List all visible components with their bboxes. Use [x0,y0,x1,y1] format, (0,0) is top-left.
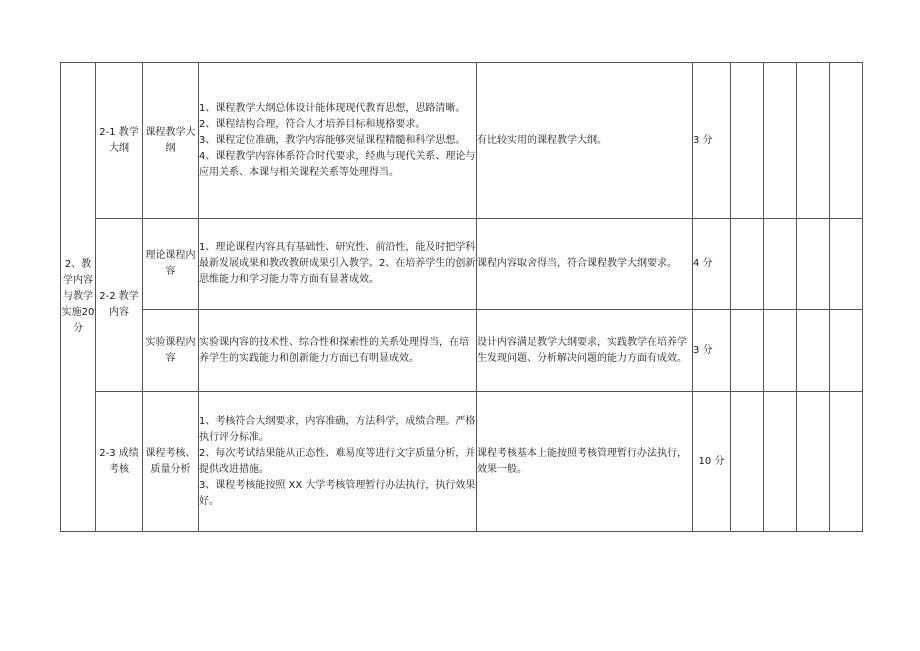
standard-line: 1、课程教学大纲总体设计能体现现代教育思想，思路清晰。 [199,102,466,114]
table-row [61,219,863,310]
standard-cell [199,392,477,532]
table-row [61,63,863,219]
standard-cell [199,219,477,310]
empty-cell [764,310,797,392]
empty-cell [830,63,863,219]
standard-line: 3、课程考核能按照 XX 大学考核管理暂行办法执行，执行效果好。 [199,479,476,507]
empty-cell [830,392,863,532]
standard-line: 2、课程结构合理，符合人才培养目标和规格要求。 [199,118,426,130]
empty-cell [797,392,830,532]
empty-cell [764,392,797,532]
grade-description-cell: 设计内容满足教学大纲要求，实践教学在培养学生发现问题、分析解决问题的能力方面有成效。 [477,310,693,392]
item-cell: 实验课程内容 [143,310,199,392]
sub-category-cell: 2-1 教学大纲 [96,63,143,219]
empty-cell [764,63,797,219]
grade-description-cell: 课程内容取舍得当，符合课程教学大纲要求。 [477,219,693,310]
item-cell: 课程考核、质量分析 [143,392,199,532]
item-cell: 课程教学大纲 [143,63,199,219]
sub-category-cell: 2-2 教学内容 [96,219,143,392]
score-cell: 3 分 [693,310,731,392]
table-row [61,310,863,392]
standard-line: 2、每次考试结果能从正态性、难易度等进行文字质量分析，并提供改进措施。 [199,447,476,475]
grade-description-cell: 有比较实用的课程教学大纲。 [477,63,693,219]
empty-cell [731,392,764,532]
standard-line: 1、理论课程内容具有基础性、研究性、前沿性，能及时把学科最新发展成果和教改教研成果引入教学。2、在培养学生的创新思维能力和学习能力等方面有显著成效。 [199,242,476,285]
empty-cell [830,310,863,392]
standard-cell [199,63,477,219]
standard-line: 4、课程教学内容体系符合时代要求，经典与现代关系、理论与应用关系、本课与相关课程关系等处理得当。 [199,150,476,178]
standard-line: 3、课程定位准确，教学内容能够突显课程精髓和科学思想。 [199,134,466,146]
empty-cell [731,310,764,392]
empty-cell [764,219,797,310]
empty-cell [797,219,830,310]
score-cell: 10 分 [693,392,731,532]
empty-cell [731,63,764,219]
empty-cell [797,310,830,392]
standard-line: 1、考核符合大纲要求，内容准确，方法科学，成绩合理。严格执行评分标准。 [199,415,476,443]
score-cell: 3 分 [693,63,731,219]
empty-cell [797,63,830,219]
item-cell: 理论课程内容 [143,219,199,310]
evaluation-table [60,62,863,532]
score-cell: 4 分 [693,219,731,310]
sub-category-cell: 2-3 成绩考核 [96,392,143,532]
section-cell: 2、教学内容与教学实施20分 [61,63,96,532]
table-row [61,392,863,532]
empty-cell [830,219,863,310]
standard-cell [199,310,477,392]
grade-description-cell: 课程考核基本上能按照考核管理暂行办法执行，效果一般。 [477,392,693,532]
empty-cell [731,219,764,310]
standard-line: 实验课内容的技术性、综合性和探索性的关系处理得当，在培养学生的实践能力和创新能力方面已有明显成效。 [199,336,469,364]
